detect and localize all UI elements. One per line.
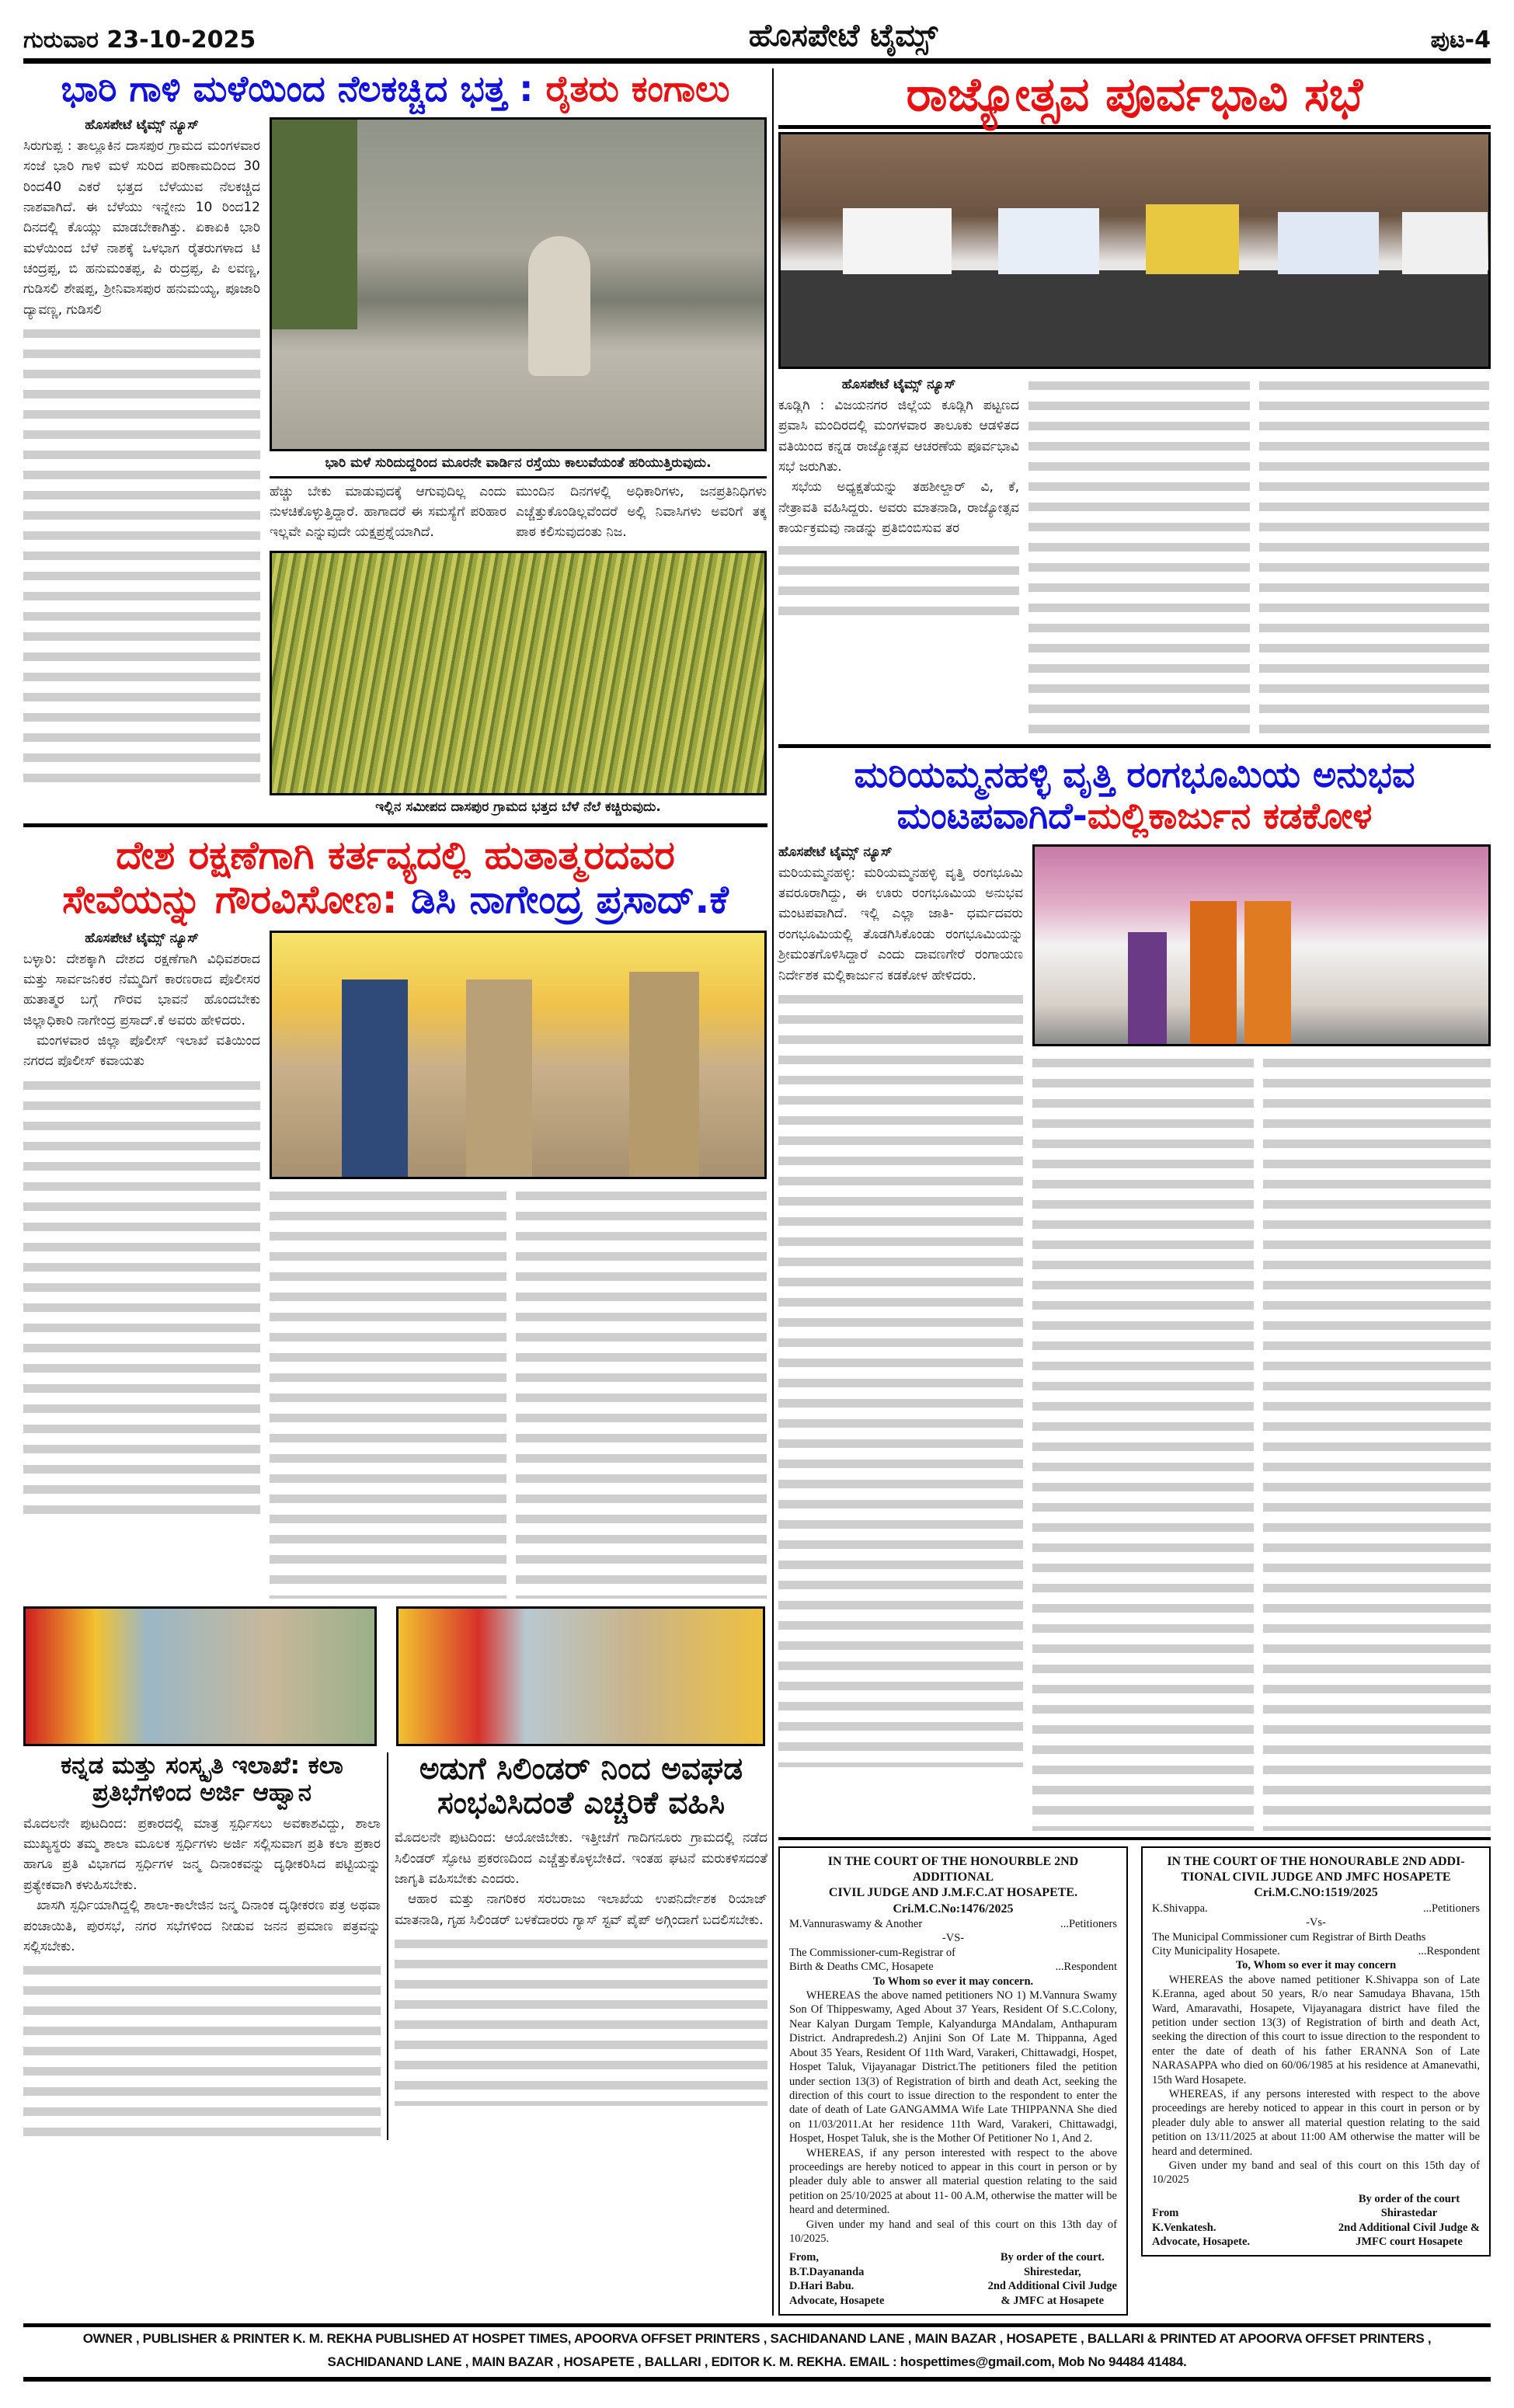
photo-caption: ಇಲ್ಲಿನ ಸಮೀಪದ ದಾಸಪುರ ಗ್ರಾಮದ ಭತ್ತದ ಬೆಳೆ ನೆಲೆ ಕಚ್ಚಿರುವುದು. <box>375 799 661 815</box>
headline <box>23 68 767 110</box>
petitioner: K.Shivappa. <box>1152 1902 1208 1915</box>
notice-title: IN THE COURT OF THE HONOURBLE 2ND ADDITIONAL <box>827 1854 1079 1884</box>
headline-line1: ದೇಶ ರಕ್ಷಣೆಗಾಗಿ ಕರ್ತವ್ಯದಲ್ಲಿ ಹುತಾತ್ಮರದವರ <box>116 832 675 878</box>
notice-paragraph: WHEREAS the above named petitioners NO 1) M.Vannura Swamy Son Of Thippeswamy, Aged About 37 Years, Resident Of S.C.Colony, Near Kalyan Durgam Temple, Kalyandurga MAndalam, Anthapuram District. Andrapredesh.2) Anjini Son Of Late M. Thippanna, Aged About 35 Years, Resident Of 11th Ward, Varakeri, Chittawadgi, Hospet, Hospet Taluk, Vijayanagar District.The petitioners filed the petition under section 13(3) of Registration of birth and death Act, seeking the direction of this court to issue direction to the respondent to enter the date of death of Late GANGAMMA Wife Late THIPPANNA She died on 11/03/2011.At her residence 11th Ward, Varakeri, Chittawadgi, Hospet, Hospet Taluk, she is the Mother Of Petitioner No 1, And 2. <box>789 1989 1117 2145</box>
legal-notice-1476 <box>778 1846 1128 2316</box>
respondent-role: ...Respondent <box>1055 1961 1117 1974</box>
page-number: ಪುಟ-4 <box>1430 26 1491 54</box>
advocate-signature: From K.Venkatesh. Advocate, Hosapete. <box>1152 2207 1251 2249</box>
imprint-line-2: SACHIDANAND LANE , MAIN BAZAR , HOSAPETE , BALLARI , EDITOR K. M. REKHA. EMAIL : hospettimes@gmail.com, Mob No 94484 41484. <box>327 2354 1187 2369</box>
respondent-role: ...Respondent <box>1418 1944 1480 1957</box>
article-text-continued <box>778 990 1023 1767</box>
article-text-continued <box>395 1935 767 2106</box>
article-text-continued <box>1263 1054 1491 1831</box>
petitioner-role: ...Petitioners <box>1423 1902 1480 1915</box>
article-body: ಮೊದಲನೇ ಪುಟದಿಂದ: ಆಯೋಜಿಬೇಕು. ಇತ್ತೀಚೆಗೆ ಗಾದಿಗನೂರು ಗ್ರಾಮದಲ್ಲಿ ನಡೆದ ಸಿಲಿಂಡರ್ ಸ್ಫೋಟ ಪ್ರಕರಣದಿಂದ ಎಚ್ಚೆತ್ತುಕೊಳ್ಳಬೇಕಿದೆ. ಇಂತಹ ಘಟನೆ ಮರುಕಳಿಸದಂತೆ ಜಾಗೃತಿ ವಹಿಸಬೇಕು ಎಂದರು. <box>395 1830 767 1887</box>
article-text-continued <box>23 325 260 791</box>
headline-red: ಮಲ್ಲಿಕಾರ್ಜುನ ಕಡಕೋಳ <box>1087 794 1373 837</box>
article-text-continued <box>778 541 1019 627</box>
article-body: ಖಾಸಗಿ ಸ್ಪರ್ಧಿಯಾಗಿದ್ದಲ್ಲಿ ಶಾಲಾ-ಕಾಲೇಜಿನ ಜನ್ಮ ದಿನಾಂಕ ದೃಢೀಕರಣ ಪತ್ರ ಅಥವಾ ಪಂಚಾಯಿತಿ, ಪುರಸಭೆ, ನಗರ ಸಭೆಗಳಿಂದ ನೀಡುವ ಜನನ ಪ್ರಮಾಣ ಪತ್ರವನ್ನು ಸಲ್ಲಿಸಬೇಕು. <box>23 1898 381 1954</box>
article-body: ಸಿರುಗುಪ್ಪ : ತಾಲ್ಲೂಕಿನ ದಾಸಪುರ ಗ್ರಾಮದ ಮಂಗಳವಾರ ಸಂಜೆ ಭಾರಿ ಗಾಳಿ ಮಳೆ ಸುರಿದ ಪರಿಣಾಮದಿಂದ 30 ರಿಂದ40 ಎಕರೆ ಭತ್ತದ ಬೆಳೆಯುವ ನೆಲಕಚ್ಚಿದ ನಾಶವಾಗಿದೆ. ಈ ಬೆಳೆಯು ಇನ್ನೇನು 10 ರಿಂದ12 ದಿನದಲ್ಲಿ ಕೊಯ್ಲು ಮಾಡಬೇಕಾಗಿತ್ತು. ಏಕಾಏಕಿ ಭಾರಿ ಮಳೆಯಿಂದ ಬೆಳೆ ನಾಶಕ್ಕೆ ಒಳಭಾಗ ರೈತರುಗಳಾದ ಟಿ ಚಂದ್ರಪ್ಪ, ಬಿ ಹನುಮಂತಪ್ಪ, ಪಿ ರುದ್ರಪ್ಪ, ಪಿ ಲವಣ್ಣ, ಗುಡಿಸಲಿ ಶೇಷಪ್ಪ, ಶ್ರೀನಿವಾಸಪುರ ಹನುಮಯ್ಯ, ಪೂಜಾರಿ ದ್ಯಾವಣ್ಣ, ಗುಡಿಸಲಿ <box>23 137 260 318</box>
photo-caption: ಭಾರಿ ಮಳೆ ಸುರಿದುದ್ದರಿಂದ ಮೂರನೇ ವಾರ್ಡಿನ ರಸ್ತೆಯು ಕಾಲುವೆಯಂತೆ ಹರಿಯುತ್ತಿರುವುದು. <box>325 454 712 471</box>
column-divider <box>772 68 774 2316</box>
article-body: ಮರಿಯಮ್ಮನಹಳ್ಳಿ: ಮರಿಯಮ್ಮನಹಳ್ಳಿ ವೃತ್ತಿ ರಂಗಭೂಮಿ ತವರೂರಾಗಿದ್ದು, ಈ ಊರು ರಂಗಭೂಮಿಯ ಅನುಭವ ಮಂಟಪವಾಗಿದೆ. ಇಲ್ಲಿ ಎಲ್ಲಾ ಜಾತಿ- ಧರ್ಮದವರು ರಂಗಭೂಮಿಯಲ್ಲಿ ತೊಡಗಿಸಿಕೊಂಡು ರಂಗಭೂಮಿಯನ್ನು ಶ್ರೀಮಂತಗೊಳಿಸಿದ್ದಾರೆ ಎಂದು ದಾವಣಗೇರೆ ರಂಗಾಯಣ ನಿರ್ದೇಶಕ ಮಲ್ಲಿಕಾರ್ಜುನ ಕಡಕೋಳ ಹೇಳಿದರು. <box>778 865 1023 983</box>
versus: -VS- <box>941 1932 965 1945</box>
masthead-rule <box>23 58 1491 64</box>
notice-paragraph: WHEREAS, if any person interested with respect to the above proceedings are hereby noticed to appear in this court in person or by pleader duly able to answer all material question relating to the said petition on 25/10/2025 at about 11- 00 A.M, otherwise the matter will be heard and determined. <box>789 2146 1117 2217</box>
photo-flooded-street <box>270 117 767 451</box>
respondent: The Municipal Commissioner cum Registrar of Birth Deaths <box>1152 1930 1426 1943</box>
article-text-continued <box>23 1077 260 1519</box>
respondent: The Commissioner-cum-Registrar of <box>789 1946 955 1959</box>
article-text-continued <box>23 1961 381 2140</box>
divider <box>270 476 767 478</box>
article-body: ಮಂಗಳವಾರ ಜಿಲ್ಲಾ ಪೊಲೀಸ್ ಇಲಾಖೆ ವತಿಯಿಂದ ನಗರದ ಪೊಲೀಸ್ ಕವಾಯತು <box>23 1032 260 1070</box>
advocate-signature: From, B.T.Dayananda D.Hari Babu. Advocate, Hosapete <box>789 2251 885 2307</box>
respondent: Birth & Deaths CMC, Hosapete <box>789 1961 934 1974</box>
headline: ಕನ್ನಡ ಮತ್ತು ಸಂಸ್ಕೃತಿ ಇಲಾಖೆ: ಕಲಾ ಪ್ರತಿಭೆಗಳಿಂದ ಅರ್ಜಿ ಆಹ್ವಾನ <box>61 1751 343 1808</box>
article-body: ಸಭೆಯ ಅಧ್ಯಕ್ಷತೆಯನ್ನು ತಹಶೀಲ್ದಾರ್ ವಿ, ಕೆ, ನೇತ್ರಾವತಿ ವಹಿಸಿದ್ದರು. ಅವರು ಮಾತನಾಡಿ, ರಾಜ್ಯೋತ್ಸವ ಕಾರ್ಯಕ್ರಮವು ನಾಡನ್ನು ಪ್ರತಿಬಿಂಬಿಸುವ ತರ <box>778 479 1019 537</box>
article-body: ಬಳ್ಳಾರಿ: ದೇಶಕ್ಕಾಗಿ ದೇಶದ ರಕ್ಷಣೆಗಾಗಿ ವಿಧಿವಶರಾದ ಮತ್ತು ಸಾರ್ವಜನಿಕರ ನೆಮ್ಮದಿಗೆ ಕಾರಣರಾದ ಪೊಲೀಸರ ಹುತಾತ್ಮರ ಬಗ್ಗೆ ಗೌರವ ಭಾವನೆ ಹೊಂದಬೇಕು ಜಿಲ್ಲಾಧಿಕಾರಿ ನಾಗೇಂದ್ರ ಪ್ರಸಾದ್.ಕೆ ಅವರು ಹೇಳಿದರು. <box>23 951 260 1028</box>
headline-blue: ಡಿಸಿ ನಾಗೇಂದ್ರ ಪ್ರಸಾದ್.ಕೆ <box>411 877 729 923</box>
article-body-col2: ಹೆಚ್ಚು ಬೇಕು ಮಾಡುವುದಕ್ಕೆ ಆಗುವುದಿಲ್ಲ ಎಂದು ನುಳಚಿಕೊಳ್ಳುತ್ತಿದ್ದಾರೆ. ಹಾಗಾದರೆ ಈ ಸಮಸ್ಯೆಗೆ ಪರಿಹಾರ ಇಲ್ಲವೇ ಎನ್ನುವುದೇ ಯಕ್ಷಪ್ರಶ್ನೆಯಾಗಿದೆ. <box>270 483 506 541</box>
headline-line2 <box>778 795 1491 837</box>
notice-paragraph: Given under my band and seal of this court on this 15th day of 10/2025 <box>1152 2159 1480 2187</box>
article-text-continued <box>1028 377 1250 738</box>
article-body: ಆಹಾರ ಮತ್ತು ನಾಗರಿಕರ ಸರಬರಾಜು ಇಲಾಖೆಯ ಉಪನಿರ್ದೇಶಕ ರಿಯಾಜ್ ಮಾತನಾಡಿ, ಗೃಹ ಸಿಲಿಂಡರ್ ಬಳಕೆದಾರರು ಗ್ಯಾಸ್ ಸ್ಟವ್ ಪೈಪ್ ಅಗ್ಗಿಂದಾಗೆ ಬದಲಿಸಬೇಕು. <box>395 1891 767 1928</box>
headline-blue: ಮಂಟಪವಾಗಿದೆ- <box>896 794 1088 837</box>
issue-date: ಗುರುವಾರ 23-10-2025 <box>23 26 256 54</box>
article-arts-applications <box>23 1752 381 2141</box>
masthead <box>23 17 1491 54</box>
notice-paragraph: Given under my hand and seal of this court on this 13th day of 10/2025. <box>789 2218 1117 2245</box>
notice-title: CIVIL JUDGE AND J.M.F.C.AT HOSAPETE. <box>828 1886 1078 1900</box>
footer-rule <box>23 2377 1491 2382</box>
headline-line1: ಮರಿಯಮ್ಮನಹಳ್ಳಿ ವೃತ್ತಿ ರಂಗಭೂಮಿಯ ಅನುಭವ <box>854 753 1415 795</box>
petitioner-role: ...Petitioners <box>1060 1918 1117 1931</box>
headline-blue: ಭಾರಿ ಗಾಳಿ ಮಳೆಯಿಂದ ನೆಲಕಚ್ಚಿದ ಭತ್ತ : <box>61 68 534 110</box>
headline: ಅಡುಗೆ ಸಿಲಿಂಡರ್ ನಿಂದ ಅವಘಡ ಸಂಭವಿಸಿದಂತೆ ಎಚ್ಚರಿಕೆ ವಹಿಸಿ <box>419 1751 743 1822</box>
newspaper-title: ಹೊಸಪೇಟೆ ಟೈಮ್ಸ್ <box>748 17 938 54</box>
column-divider <box>387 1752 388 2141</box>
legal-notice-1519 <box>1141 1846 1491 2257</box>
byline: ಹೊಸಪೇಟೆ ಟೈಮ್ಸ್ ನ್ಯೂಸ್ <box>85 930 199 946</box>
divider <box>23 823 767 827</box>
notice-address: To, Whom so ever it may concern <box>1235 1959 1397 1972</box>
headline: ರಾಜ್ಯೋತ್ಸವ ಪೂರ್ವಭಾವಿ ಸಭೆ <box>906 68 1363 122</box>
notice-paragraph: WHEREAS, if any persons interested with respect to the above proceedings are hereby noticed to appear in this court in person or by pleader duly able to answer all material question relating to the said petition on 13/11/2025 at about 11:00 AM otherwise the matter will be heard and determined. <box>1152 2088 1480 2158</box>
article-rajyotsava-meeting <box>778 68 1491 738</box>
article-body: ಮೊದಲನೇ ಪುಟದಿಂದ: ಪ್ರಕಾರದಲ್ಲಿ ಮಾತ್ರ ಸ್ಪರ್ಧಿಸಲು ಅವಕಾಶವಿದ್ದು, ಶಾಲಾ ಮುಖ್ಯಸ್ಥರು ತಮ್ಮ ಶಾಲಾ ಮೂಲಕ ಸ್ಪರ್ಧಿಗಳು ಅರ್ಜಿ ಸಲ್ಲಿಸುವಾಗ ಪ್ರತಿ ಕಲಾ ಪ್ರಕಾರ ಹಾಗೂ ಪ್ರತಿ ವಿಭಾಗದ ಸ್ಪರ್ಧಿಗಳ ಜನ್ಮ ದಿನಾಂಕವನ್ನು ದೃಢೀಕರಿಸಿದ ಪಟ್ಟಿಯನ್ನು ಪ್ರತ್ಯೇಕವಾಗಿ ಕಳುಹಿಸಬೇಕು. <box>23 1815 381 1893</box>
article-theatre-mariyammanahalli <box>778 754 1491 1831</box>
divider <box>778 125 1491 129</box>
photo-book-release <box>1032 844 1491 1046</box>
case-number: Cri.M.C.No:1476/2025 <box>893 1902 1014 1916</box>
article-text-continued <box>270 1187 506 1599</box>
article-body-col3: ಮುಂದಿನ ದಿನಗಳಲ್ಲಿ ಅಧಿಕಾರಿಗಳು, ಜನಪ್ರತಿನಿಧಿಗಳು ಎಚ್ಚೆತ್ತುಕೊಂಡಿಲ್ಲವೆಂದರೆ ಅಲ್ಲಿ ನಿವಾಸಿಗಳು ಅವರಿಗೆ ತಕ್ಕ ಪಾಠ ಕಲಿಸುವುದಂತು ನಿಜ. <box>516 483 767 541</box>
court-order-signature: By order of the court Shirastedar 2nd Additional Civil Judge & JMFC court Hosapete <box>1338 2192 1480 2249</box>
petitioner: M.Vannuraswamy & Another <box>789 1918 923 1931</box>
notice-title: IN THE COURT OF THE HONOURABLE 2ND ADDI- <box>1167 1854 1465 1868</box>
case-number: Cri.M.C.NO:1519/2025 <box>1254 1886 1378 1900</box>
versus: -Vs- <box>1306 1916 1326 1930</box>
right-column <box>778 68 1491 2316</box>
article-text-continued <box>1032 1054 1254 1831</box>
photo-wreath-ceremony-1 <box>23 1606 377 1746</box>
left-column <box>23 68 767 2316</box>
imprint-line-1: OWNER , PUBLISHER & PRINTER K. M. REKHA PUBLISHED AT HOSPET TIMES, APOORVA OFFSET PRINTERS , SACHIDANAND LANE , MAIN BAZAR , HOSAPETE , BALLARI & PRINTED AT APOORVA OFFSET PRINTERS , <box>82 2331 1432 2346</box>
photo-wreath-ceremony-2 <box>396 1606 765 1746</box>
article-body: ಕೂಡ್ಲಿಗಿ : ವಿಜಯನಗರ ಜಿಲ್ಲೆಯ ಕೂಡ್ಲಿಗಿ ಪಟ್ಟಣದ ಪ್ರವಾಸಿ ಮಂದಿರದಲ್ಲಿ ಮಂಗಳವಾರ ತಾಲೂಕು ಆಡಳಿತದ ವತಿಯಿಂದ ಕನ್ನಡ ರಾಜ್ಯೋತ್ಸವ ಆಚರಣೆಯ ಪೂರ್ವಭಾವಿ ಸಭೆ ಜರುಗಿತು. <box>778 398 1019 475</box>
respondent: City Municipality Hosapete. <box>1152 1944 1280 1957</box>
byline: ಹೊಸಪೇಟೆ ಟೈಮ್ಸ್ ನ್ಯೂಸ್ <box>85 117 199 133</box>
article-text-continued <box>516 1187 767 1599</box>
headline-red: ಸೇವೆಯನ್ನು ಗೌರವಿಸೋಣ: <box>62 877 398 923</box>
photo-meeting <box>778 132 1491 369</box>
page-columns <box>23 68 1491 2316</box>
court-order-signature: By order of the court. Shirestedar, 2nd Additional Civil Judge & JMFC at Hosapete <box>987 2251 1117 2307</box>
divider <box>778 1837 1491 1840</box>
byline: ಹೊಸಪೇಟೆ ಟೈಮ್ಸ್ ನ್ಯೂಸ್ <box>778 844 893 860</box>
photo-paddy-field <box>270 551 767 795</box>
article-police-commemoration <box>23 833 767 1746</box>
notice-paragraph: WHEREAS the above named petitioner K.Shivappa son of Late K.Eranna, aged about 50 years, R/o near Samudaya Bhavana, 15th Ward, Amaravathi, Hosapete, Vijayanagara district have filed the petition under section 13(3) of Registration of birth and death Act, seeking the direction of this court to issue direction to the respondent to enter the date of death of his father ERANNA Son of Late NARASAPPA who died on 60/06/1985 at his residence at Amanevathi, 15th Ward Hosapete. <box>1152 1973 1480 2086</box>
divider <box>778 744 1491 748</box>
photo-police-officers <box>270 931 767 1179</box>
headline-line2 <box>23 878 767 923</box>
headline-red: ರೈತರು ಕಂಗಾಲು <box>545 68 730 110</box>
article-rain-crop-damage <box>23 68 767 817</box>
article-cylinder-safety <box>395 1752 767 2141</box>
byline: ಹೊಸಪೇಟೆ ಟೈಮ್ಸ್ ನ್ಯೂಸ್ <box>841 377 956 392</box>
notice-address: To Whom so ever it may concern. <box>872 1975 1034 1988</box>
article-text-continued <box>1259 377 1489 738</box>
notice-title: TIONAL CIVIL JUDGE AND JMFC HOSAPETE <box>1181 1870 1451 1884</box>
